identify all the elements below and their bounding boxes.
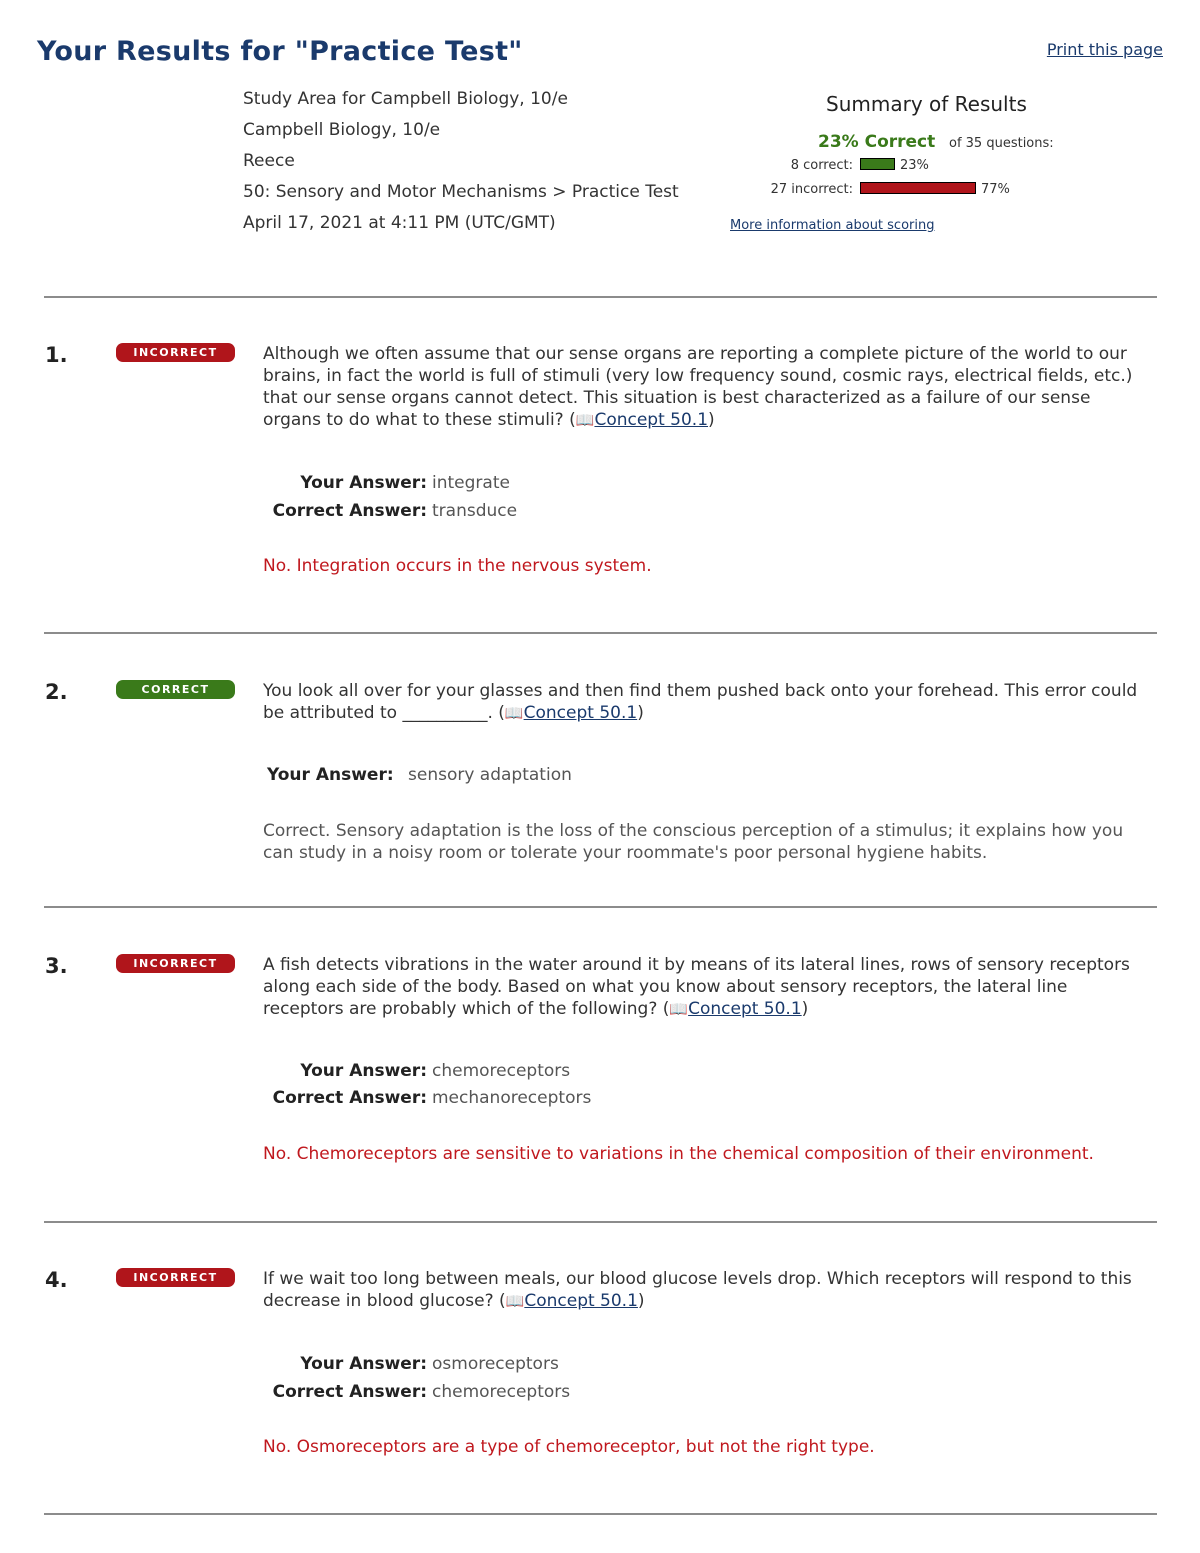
incorrect-badge: INCORRECT — [116, 343, 235, 362]
concept-link[interactable]: Concept 50.1 — [523, 703, 638, 723]
location-value: 50: Sensory and Motor Mechanisms > Practice Test — [243, 182, 679, 202]
incorrect-badge: INCORRECT — [116, 1268, 235, 1287]
concept-link[interactable]: Concept 50.1 — [688, 999, 802, 1019]
your-answer-label: Your Answer: — [267, 765, 394, 785]
date-value: April 17, 2021 at 4:11 PM (UTC/GMT) — [243, 213, 556, 233]
feedback-text: Correct. Sensory adaptation is the loss of the conscious perception of a stimulus; it explains how you can study in a noisy room or tolerate your roommate's poor personal hygiene habits. — [263, 821, 1124, 863]
divider — [44, 1221, 1157, 1223]
correct-answer-label: Correct Answer: — [272, 1088, 427, 1108]
book-icon: 📖 — [669, 1000, 689, 1018]
incorrect-percent: 77% — [981, 182, 1010, 197]
correct-answer-value: transduce — [432, 501, 518, 521]
book-icon: 📖 — [504, 704, 524, 722]
book-icon: 📖 — [505, 1292, 525, 1310]
question-prompt: A fish detects vibrations in the water around it by means of its lateral lines, rows of sensory receptors along each side of the body. Based on what you know about sensory receptors, the lateral line receptors are probably which of the following? — [263, 955, 1130, 1019]
book-author-value: Reece — [243, 151, 295, 171]
your-answer-value: integrate — [432, 473, 510, 493]
your-answer-label: Your Answer: — [300, 1061, 427, 1081]
feedback-text: No. Chemoreceptors are sensitive to variations in the chemical composition of their environment. — [263, 1144, 1094, 1164]
your-answer-label: Your Answer: — [300, 1354, 427, 1374]
question-prompt: Although we often assume that our sense organs are reporting a complete picture of the world to our brains, in fact the world is full of stimuli (very low frequency sound, cosmic rays, electrical fields, etc.) that our sense organs cannot detect. This situation is best characterized as a failure of our sense organs to do what to these stimuli? — [263, 344, 1133, 430]
correct-answer-value: chemoreceptors — [432, 1382, 571, 1402]
page-title: Your Results for "Practice Test" — [37, 36, 523, 67]
feedback-text: No. Integration occurs in the nervous system. — [263, 556, 652, 576]
incorrect-badge: INCORRECT — [116, 954, 235, 973]
site-title-value: Study Area for Campbell Biology, 10/e — [243, 89, 568, 109]
divider — [44, 1513, 1157, 1515]
question-prompt: If we wait too long between meals, our blood glucose levels drop. Which receptors will respond to this decrease in blood glucose? — [263, 1269, 1132, 1311]
correct-badge: CORRECT — [116, 680, 235, 699]
correct-bar — [860, 158, 895, 170]
incorrect-count-label: 27 incorrect: — [770, 182, 853, 197]
correct-answer-label: Correct Answer: — [272, 1382, 427, 1402]
question-text: Although we often assume that our sense organs are reporting a complete picture of the world to our brains, in fact the world is full of stimuli (very low frequency sound, cosmic rays, electrical fields, etc.) that our sense organs cannot detect. This situation is best characterized as a failure of our sense organs to do what to these stimuli? (📖Concept 50.1) — [263, 344, 1133, 430]
question-number: 3. — [45, 954, 68, 978]
question-prompt: You look all over for your glasses and then find them pushed back onto your forehead. This error could be attributed to __________. — [263, 681, 1138, 723]
summary-question-count: of 35 questions: — [949, 136, 1054, 151]
feedback-text: No. Osmoreceptors are a type of chemoreceptor, but not the right type. — [263, 1437, 875, 1457]
your-answer-value: chemoreceptors — [432, 1061, 571, 1081]
print-page-link[interactable]: Print this page — [1046, 40, 1163, 59]
question-number: 4. — [45, 1268, 68, 1292]
book-icon: 📖 — [575, 411, 595, 429]
question-number: 1. — [45, 343, 68, 367]
incorrect-bar — [860, 182, 976, 194]
correct-answer-value: mechanoreceptors — [432, 1088, 592, 1108]
question-text: A fish detects vibrations in the water around it by means of its lateral lines, rows of sensory receptors along each side of the body. Based on what you know about sensory receptors, the lateral line receptors are probably which of the following? (📖Concept 50.1) — [263, 955, 1130, 1019]
divider — [44, 632, 1157, 634]
question-number: 2. — [45, 680, 68, 704]
summary-title: Summary of Results — [826, 92, 1027, 116]
your-answer-label: Your Answer: — [300, 473, 427, 493]
your-answer-value: sensory adaptation — [408, 765, 572, 785]
summary-percent: 23% Correct — [818, 132, 936, 152]
question-text: If we wait too long between meals, our blood glucose levels drop. Which receptors will respond to this decrease in blood glucose? (📖Concept 50.1) — [263, 1269, 1132, 1311]
your-answer-value: osmoreceptors — [432, 1354, 559, 1374]
divider — [44, 906, 1157, 908]
correct-answer-label: Correct Answer: — [272, 501, 427, 521]
concept-link[interactable]: Concept 50.1 — [594, 410, 709, 430]
book-title-value: Campbell Biology, 10/e — [243, 120, 441, 140]
question-text: You look all over for your glasses and then find them pushed back onto your forehead. This error could be attributed to __________. (📖Concept 50.1) — [263, 681, 1138, 723]
concept-link[interactable]: Concept 50.1 — [524, 1291, 638, 1311]
correct-count-label: 8 correct: — [790, 158, 853, 173]
correct-percent: 23% — [900, 158, 929, 173]
scoring-info-link[interactable]: More information about scoring — [730, 218, 935, 233]
divider — [44, 296, 1157, 298]
